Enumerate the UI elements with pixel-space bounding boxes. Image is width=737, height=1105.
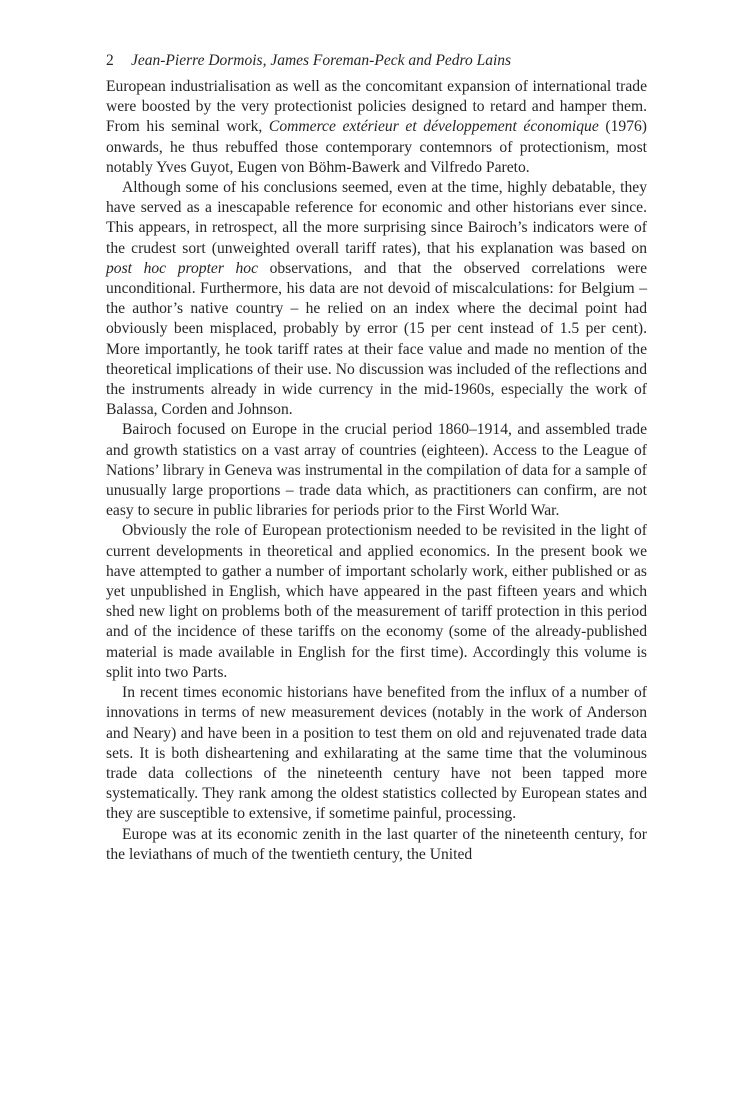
body-text	[106, 77, 647, 865]
book-page	[106, 51, 647, 865]
paragraph-3	[106, 420, 647, 521]
paragraph-text: observations, and that the observed correlations were unconditional. Furthermore, his data are not devoid of miscalculations: for Belgium – the author’s native country – he relied on an index where the decimal point had obviously been misplaced, probably by error (15 per cent instead of 1.5 per cent). More importantly, he took tariff rates at their face value and made no mention of the theoretical implications of their use. No discussion was included of the reflections and the instruments already in wide currency in the mid-1960s, especially the work of Balassa, Corden and Johnson.	[106, 259, 647, 419]
paragraph-5	[106, 683, 647, 824]
paragraph-2	[106, 178, 647, 420]
paragraph-4	[106, 521, 647, 683]
paragraph-text: Obviously the role of European protectionism needed to be revisited in the light of current developments in theoretical and applied economics. In the present book we have attempted to gather a number of important scholarly work, either published or as yet unpublished in English, which have appeared in the past fifteen years and which shed new light on problems both of the measurement of tariff protection in this period and of the incidence of these tariffs on the economy (some of the already-published material is made available in English for the first time). Accordingly this volume is split into two Parts.	[106, 522, 647, 681]
paragraph-text: (1976) onwards, he thus rebuffed those contemporary contemnors of protectionism, most notably Yves Guyot, Eugen von Böhm-Bawerk and Vilfredo Pareto.	[106, 118, 647, 176]
paragraph-6	[106, 825, 647, 865]
page-number: 2	[106, 52, 114, 69]
paragraph-text: Although some of his conclusions seemed, even at the time, highly debatable, they have served as a inescapable reference for economic and other historians ever since. This appears, in retrospect, all the more surprising since Bairoch’s indicators were of the crudest sort (unweighted overall tariff rates), that his explanation was based on	[106, 179, 647, 257]
book-title-italic: Commerce extérieur et développement économique	[268, 118, 599, 136]
latin-phrase-italic: post hoc propter hoc	[106, 259, 258, 277]
paragraph-text: In recent times economic historians have benefited from the influx of a number of innovations in terms of new measurement devices (notably in the work of Anderson and Neary) and have been in a position to test them on old and rejuvenated trade data sets. It is both disheartening and exhilarating at the same time that the voluminous trade data collections of the nineteenth century have not been tapped more systematically. They rank among the oldest statistics collected by European states and they are susceptible to extensive, if sometime painful, processing.	[106, 684, 647, 823]
running-head-authors: Jean-Pierre Dormois, James Foreman-Peck and Pedro Lains	[131, 52, 512, 69]
running-head	[106, 51, 647, 71]
paragraph-text: European industrialisation as well as the concomitant expansion of international trade were boosted by the very protectionist policies designed to retard and hamper them. From his seminal work,	[106, 78, 647, 136]
paragraph-1	[106, 77, 647, 178]
paragraph-text: Europe was at its economic zenith in the last quarter of the nineteenth century, for the leviathans of much of the twentieth century, the United	[106, 825, 647, 863]
paragraph-text: Bairoch focused on Europe in the crucial period 1860–1914, and assembled trade and growth statistics on a vast array of countries (eighteen). Access to the League of Nations’ library in Geneva was instrumental in the compilation of data for a sample of unusually large proportions – trade data which, as practitioners can confirm, are not easy to secure in public libraries for periods prior to the First World War.	[106, 421, 647, 520]
